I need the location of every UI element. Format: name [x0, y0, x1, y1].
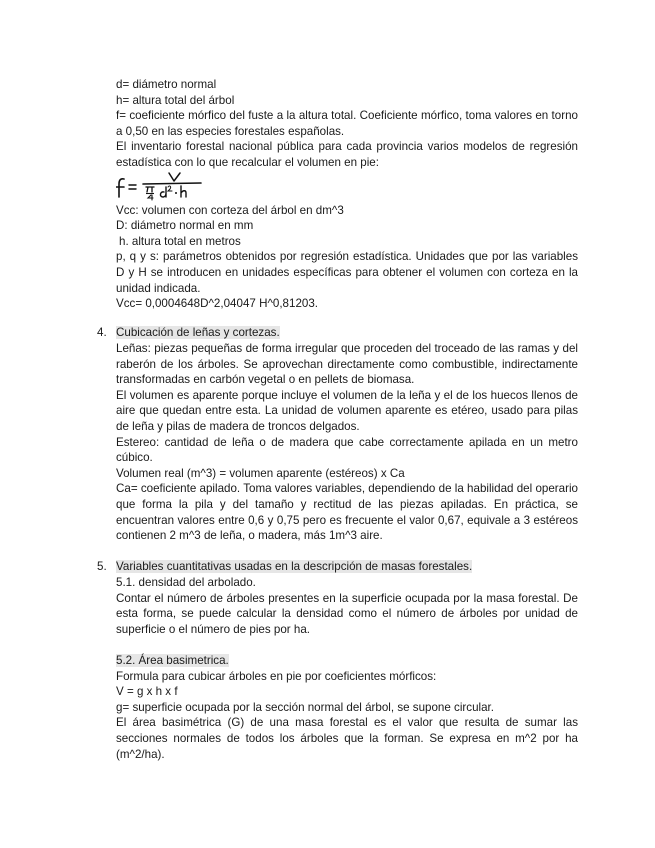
- paragraph: Ca= coeficiente apilado. Toma valores variables, dependiendo de la habilidad del operario que forma la pila y del tamaño y rectitud de las piezas apiladas. En práctica, se encuentran valores entre 0,6 y 0,75 pero es frecuente el valor 0,67, equivale a 3 estéreos contienen 2 m^3 de leña, o madera, más 1m^3 aire.: [116, 482, 578, 543]
- section-title: Variables cuantitativas usadas en la descripción de masas forestales.: [116, 560, 473, 573]
- definition-paragraph: El inventario forestal nacional pública para cada provincia varios modelos de regresión estadística con lo que recalcular el volumen en pie:: [116, 140, 578, 169]
- section-4-heading: [97, 325, 579, 341]
- variable-paragraph: p, q y s: parámetros obtenidos por regresión estadística. Unidades que por las variables D y H se introducen en unidades específicas para obtener el volumen con corteza en la unidad indicada.: [116, 250, 578, 295]
- section-5-heading: [97, 559, 579, 575]
- definitions-block: [116, 77, 578, 312]
- definition-paragraph: f= coeficiente mórfico del fuste a la altura total. Coeficiente mórfico, toma valores en torno a 0,50 en las especies forestales españolas.: [116, 109, 578, 138]
- handwritten-formula-image: [116, 171, 206, 201]
- section-title: Cubicación de leñas y cortezas.: [116, 326, 280, 339]
- definition-line: h= altura total del árbol: [116, 93, 235, 107]
- paragraph: Volumen real (m^3) = volumen aparente (estéreos) x Ca: [116, 466, 405, 480]
- formula-line: V = g x h x f: [116, 685, 178, 699]
- variable-line: D: diámetro normal en mm: [116, 219, 254, 233]
- section-5-2: [116, 653, 578, 762]
- section-number: 4.: [97, 326, 107, 339]
- paragraph: Estereo: cantidad de leña o de madera que cabe correctamente apilada en un metro cúbico.: [116, 435, 578, 465]
- paragraph: g= superficie ocupada por la sección normal del árbol, se supone circular.: [116, 700, 494, 714]
- section-5-1: [116, 575, 578, 637]
- variable-line: h. altura total en metros: [119, 234, 241, 248]
- section-4-body: [116, 341, 578, 544]
- paragraph: El volumen es aparente porque incluye el volumen de la leña y el de los huecos llenos de aire que quedan entre esta. La unidad de volumen aparente es etéreo, usado para pilas de leña y pilas de madera de troncos delgados.: [116, 388, 578, 433]
- definition-line: d= diámetro normal: [116, 78, 217, 91]
- formula-line: Vcc= 0,0004648D^2,04047 H^0,81203.: [116, 297, 319, 311]
- paragraph: Contar el número de árboles presentes en la superficie ocupada por la masa forestal. De esta forma, se puede calcular la densidad como el número de árboles por unidad de superficie o el número de pies por ha.: [116, 591, 578, 636]
- paragraph: Leñas: piezas pequeñas de forma irregular que proceden del troceado de las ramas y del raberón de los árboles. Se aprovechan directamente como combustible, indirectamente transformadas en carbón vegetal o en pellets de biomasa.: [116, 342, 578, 387]
- subsection-title: 5.2. Área basimetrica.: [116, 654, 229, 667]
- paragraph: El área basimétrica (G) de una masa forestal es el valor que resulta de sumar las secciones normales de todos los árboles que la forman. Se expresa en m^2 por ha (m^2/ha).: [116, 716, 578, 761]
- variable-line: Vcc: volumen con corteza del árbol en dm^3: [116, 203, 344, 217]
- paragraph: Formula para cubicar árboles en pie por coeficientes mórficos:: [116, 669, 437, 683]
- section-number: 5.: [97, 560, 107, 573]
- subsection-title: 5.1. densidad del arbolado.: [116, 576, 256, 589]
